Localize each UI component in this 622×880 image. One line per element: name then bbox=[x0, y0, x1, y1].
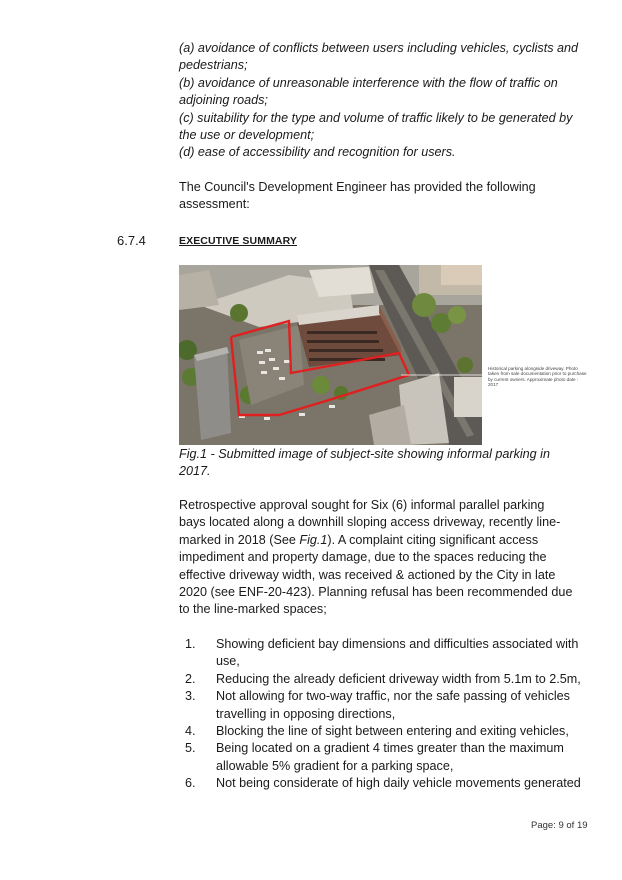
summary-text-part2: ). A complaint citing significant access impediment and property damage, due to the spaces reducing the effective driveway width, was received & actioned by the City in late 2020 (see ENF-20-423). Planning refusal has been recommended due to the line-marked spaces; bbox=[179, 532, 573, 617]
criterion-c: (c) suitability for the type and volume of traffic likely to be generated by the use or development; bbox=[179, 110, 573, 143]
list-number: 1. bbox=[185, 637, 196, 651]
summary-text-part1: Retrospective approval sought for Six (6) informal parallel parking bays located along a downhill sloping access driveway, recently line-marked in 2018 (See bbox=[179, 498, 561, 547]
refusal-reasons-list bbox=[179, 636, 589, 793]
list-number: 3. bbox=[185, 689, 196, 704]
figure-caption: Fig.1 - Submitted image of subject-site showing informal parking in 2017. bbox=[179, 447, 550, 479]
list-number: 2. bbox=[185, 671, 196, 686]
list-number: 4. bbox=[185, 724, 196, 739]
list-item bbox=[179, 740, 589, 775]
figure-reference: Fig.1 bbox=[299, 532, 328, 547]
photo-annotation: Historical parking alongside driveway. Photo taken from sale documentation prior to purchase by current owners. Approximate photo date : 2017 bbox=[488, 366, 587, 388]
section-title: EXECUTIVE SUMMARY bbox=[179, 235, 297, 247]
criterion-b: (b) avoidance of unreasonable interference with the flow of traffic on adjoining roads; bbox=[179, 75, 558, 108]
list-number: 6. bbox=[185, 776, 196, 791]
list-text: Not being considerate of high daily vehicle movements generated bbox=[216, 776, 581, 791]
list-text: Being located on a gradient 4 times greater than the maximum allowable 5% gradient for a parking space, bbox=[216, 741, 564, 773]
list-item bbox=[179, 688, 589, 723]
aerial-site-photo bbox=[179, 265, 482, 445]
list-number: 5. bbox=[185, 741, 196, 756]
list-item bbox=[179, 671, 589, 688]
page-number: Page: 9 of 19 bbox=[531, 820, 588, 831]
list-text: Reducing the already deficient driveway width from 5.1m to 2.5m, bbox=[216, 671, 581, 686]
list-item bbox=[179, 775, 589, 792]
list-text: Not allowing for two-way traffic, nor the safe passing of vehicles travelling in opposing directions, bbox=[216, 689, 570, 721]
criteria-list bbox=[179, 40, 584, 162]
summary-paragraph bbox=[179, 497, 574, 619]
list-text: Blocking the line of sight between entering and exiting vehicles, bbox=[216, 724, 569, 739]
intro-paragraph: The Council's Development Engineer has provided the following assessment: bbox=[179, 180, 536, 212]
section-number: 6.7.4 bbox=[117, 233, 146, 248]
criterion-a: (a) avoidance of conflicts between users including vehicles, cyclists and pedestrians; bbox=[179, 41, 579, 73]
list-item bbox=[179, 723, 589, 740]
list-item bbox=[179, 636, 589, 671]
list-text: Showing deficient bay dimensions and difficulties associated with use, bbox=[216, 637, 579, 669]
criterion-d: (d) ease of accessibility and recognition for users. bbox=[179, 145, 456, 160]
